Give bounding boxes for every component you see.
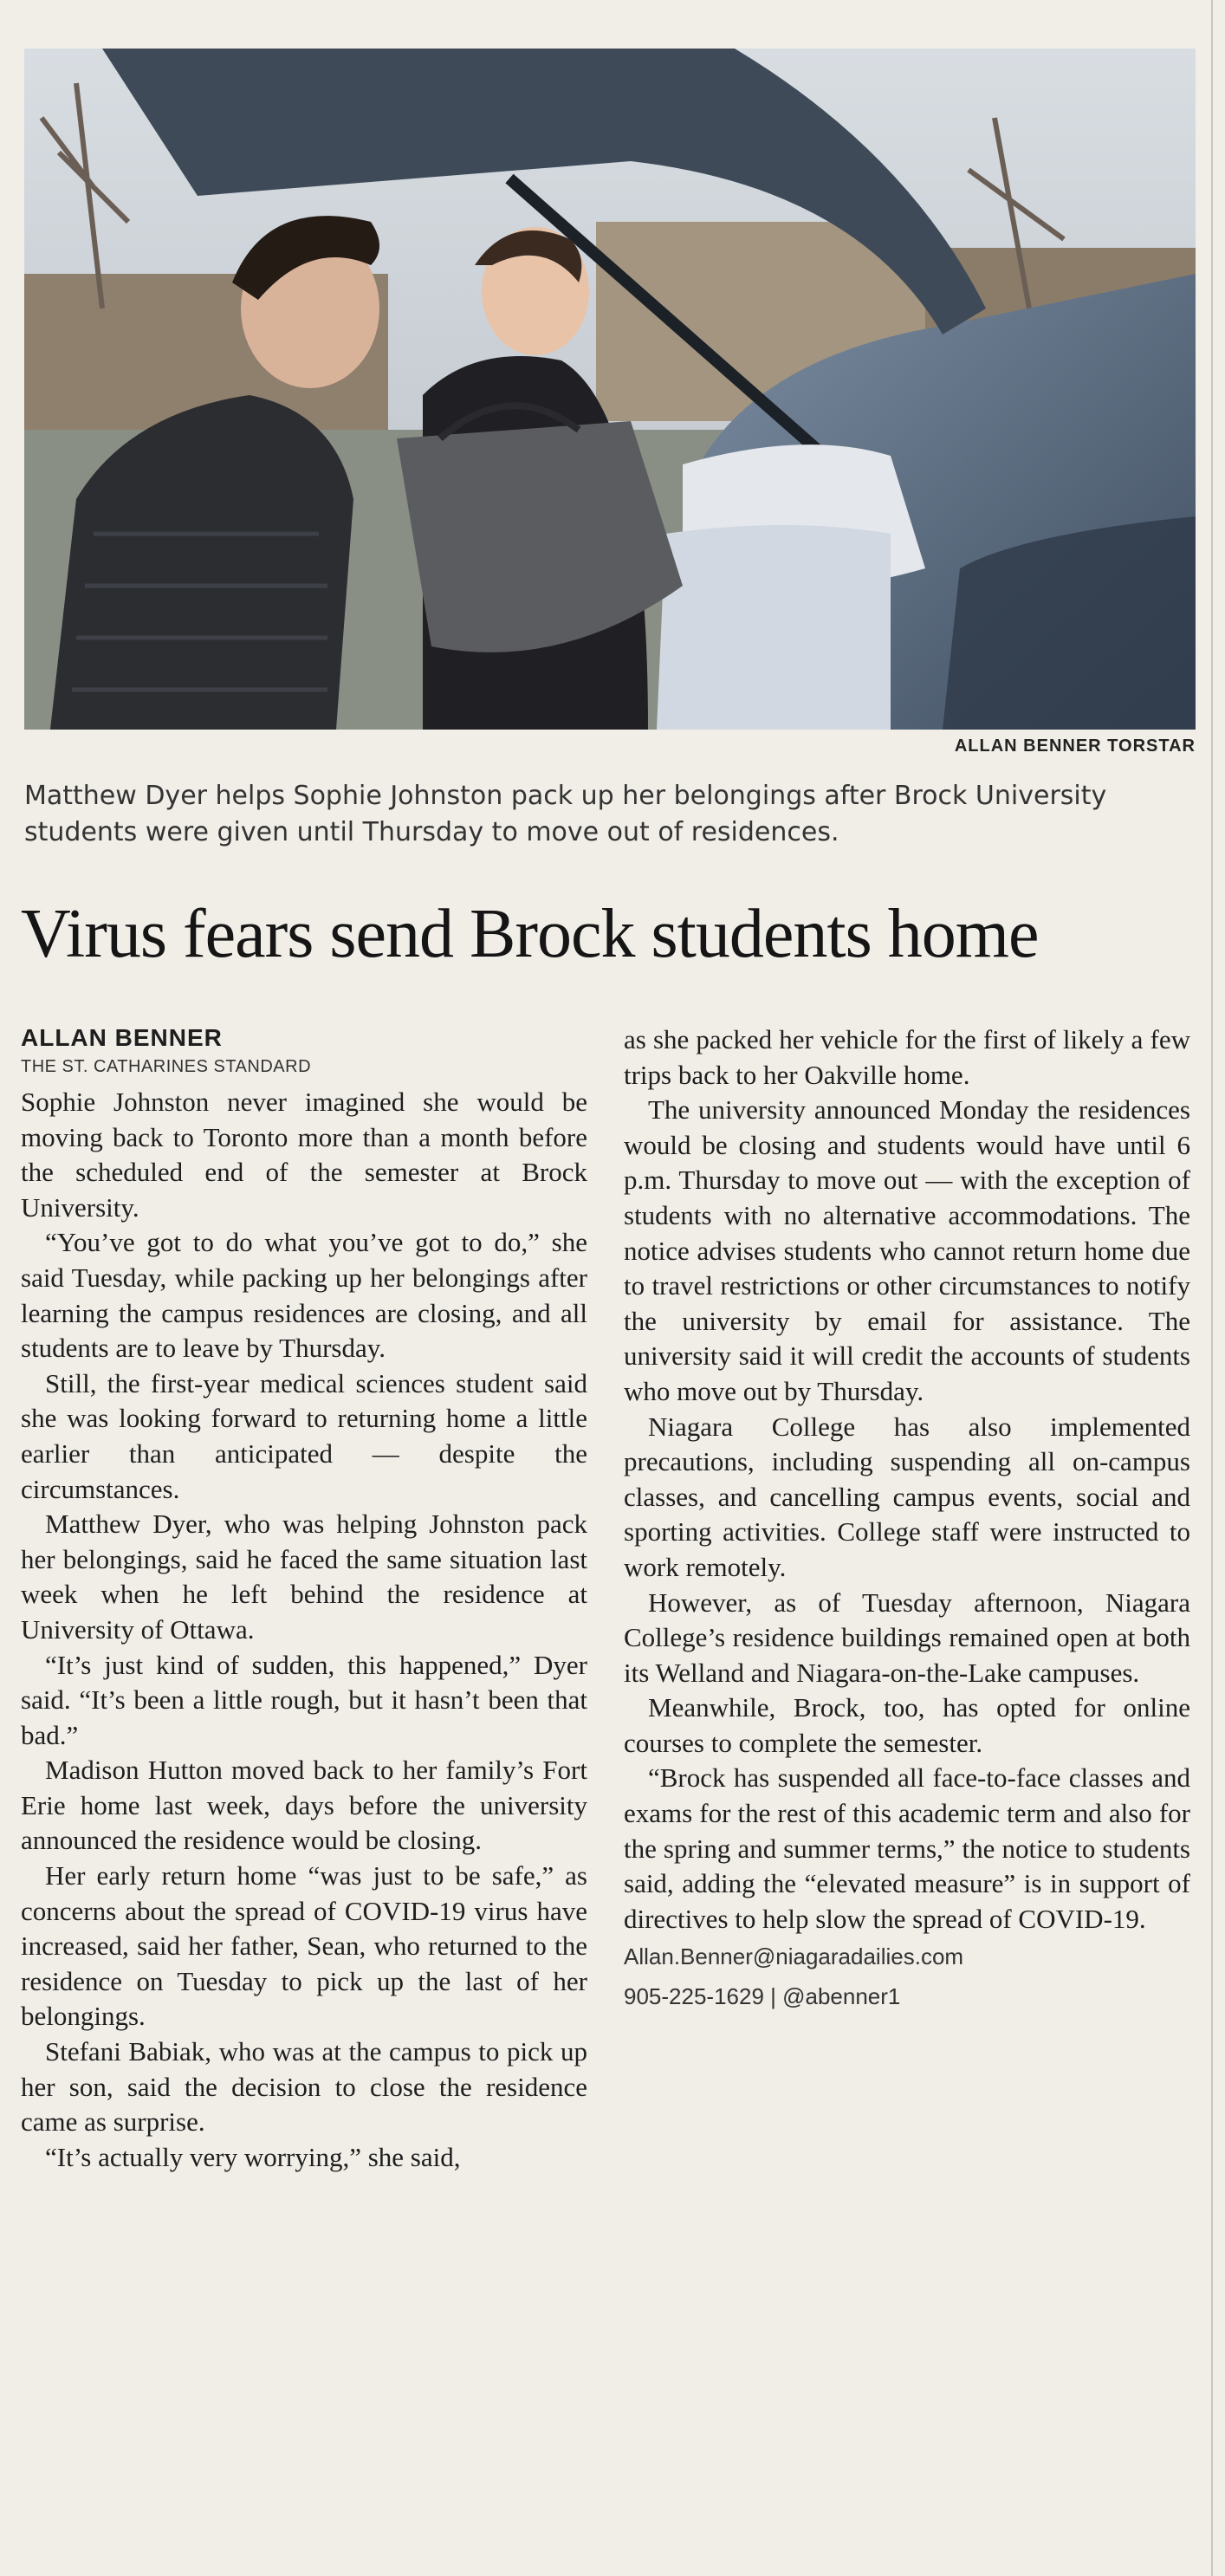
contact-email: Allan.Benner@niagaradailies.com xyxy=(624,1943,964,1970)
photo-illustration xyxy=(24,49,1196,730)
column-rule xyxy=(1211,0,1213,2576)
headline: Virus fears send Brock students home xyxy=(21,896,1039,972)
paragraph: Matthew Dyer, who was helping Johnston pack her belongings, said he faced the same situation last week when he left behind the residence at University of Ottawa. xyxy=(21,1509,587,1645)
left-column xyxy=(21,1022,587,2175)
paragraph: Her early return home “was just to be safe,” as concerns about the spread of COVID-19 virus have increased, said her father, Sean, who returned to the residence on Tuesday to pick up the last of her belongings. xyxy=(21,1860,587,2032)
paragraph: Sophie Johnston never imagined she would be moving back to Toronto more than a month before the scheduled end of the semester at Brock University. xyxy=(21,1087,587,1223)
byline: ALLAN BENNER xyxy=(21,1024,223,1051)
paragraph: “Brock has suspended all face-to-face classes and exams for the rest of this academic term and also for the spring and summer terms,” the notice to students said, adding the “elevated measure” is in support of directives to help slow the spread of COVID-19. xyxy=(624,1762,1190,1934)
article-photo xyxy=(24,49,1196,730)
paragraph: “You’ve got to do what you’ve got to do,” she said Tuesday, while packing up her belongings after learning the campus residences are closing, and all students are to leave by Thursday. xyxy=(21,1227,587,1364)
contact-phone: 905-225-1629 | @abenner1 xyxy=(624,1983,901,2010)
paragraph: Madison Hutton moved back to her family’s Fort Erie home last week, days before the university announced the residence would be closing. xyxy=(21,1755,587,1856)
paragraph: Stefani Babiak, who was at the campus to pick up her son, said the decision to close the residence came as surprise. xyxy=(21,2036,587,2138)
paragraph: Still, the first-year medical sciences student said she was looking forward to returning home a little earlier than anticipated — despite the circumstances. xyxy=(21,1367,587,1504)
paragraph: However, as of Tuesday afternoon, Niagara College’s residence buildings remained open at both its Welland and Niagara-on-the-Lake campuses. xyxy=(624,1586,1190,1688)
right-column xyxy=(624,1022,1190,2016)
paragraph: Meanwhile, Brock, too, has opted for online courses to complete the semester. xyxy=(624,1692,1190,1758)
photo-caption: Matthew Dyer helps Sophie Johnston pack up her belongings after Brock University students were given until Thursday to move out of residences. xyxy=(24,781,1107,847)
paragraph: “It’s actually very worrying,” she said, xyxy=(45,2141,461,2172)
paragraph: “It’s just kind of sudden, this happened,” Dyer said. “It’s been a little rough, but it hasn’t been that bad.” xyxy=(21,1649,587,1750)
paragraph: The university announced Monday the residences would be closing and students would have until 6 p.m. Thursday to move out — with the exception of students with no alternative accommodations. The notice advises students who cannot return home due to travel restrictions or other circumstances to notify the university by email for assistance. The university said it will credit the accounts of students who move out by Thursday. xyxy=(624,1094,1190,1406)
photo-credit: ALLAN BENNER TORSTAR xyxy=(954,736,1196,756)
outlet-name: THE ST. CATHARINES STANDARD xyxy=(21,1057,312,1076)
paragraph: Niagara College has also implemented precautions, including suspending all on-campus classes, and cancelling campus events, social and sporting activities. College staff were instructed to work remotely. xyxy=(624,1411,1190,1582)
paragraph-continuation: as she packed her vehicle for the first of likely a few trips back to her Oakville home. xyxy=(624,1024,1190,1090)
